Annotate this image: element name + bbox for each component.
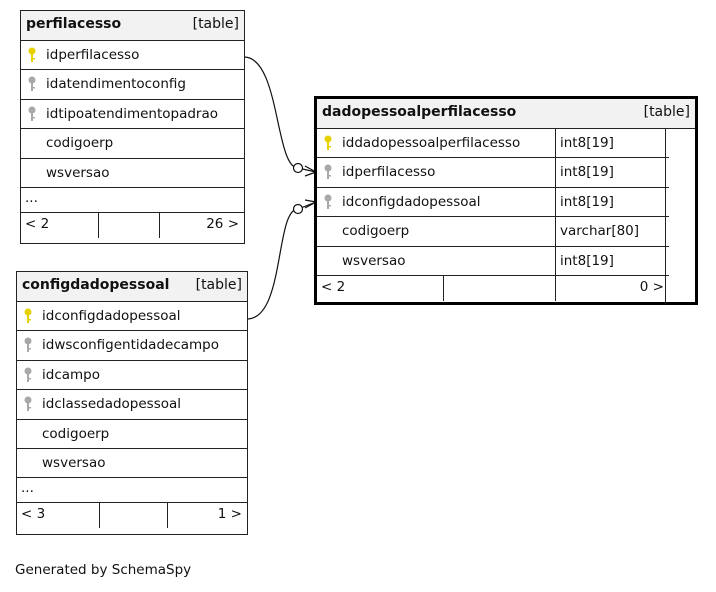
column-row[interactable] <box>17 420 247 449</box>
table-kind-label: [table] <box>192 16 239 32</box>
column-type: int8[19] <box>555 188 669 216</box>
foreign-key-icon <box>323 164 333 180</box>
footer-spacer <box>443 276 555 301</box>
more-columns-row <box>17 478 247 503</box>
foreign-key-icon <box>23 367 33 383</box>
relationship-perfilacesso-to-dadopessoalperfilacesso <box>244 57 316 172</box>
column-name[interactable]: idwsconfigentidadecampo <box>42 337 220 354</box>
column-name[interactable]: idtipoatendimentopadrao <box>46 105 218 122</box>
parents-count-cell[interactable] <box>317 276 443 301</box>
column-row[interactable] <box>317 217 669 246</box>
column-type: int8[19] <box>555 158 669 186</box>
column-row[interactable] <box>21 159 244 188</box>
foreign-key-icon <box>27 106 37 122</box>
children-count-cell[interactable] <box>159 213 244 238</box>
column-name[interactable]: idperfilacesso <box>342 164 436 181</box>
ellipsis-text: ... <box>25 189 38 206</box>
column-type: int8[19] <box>555 129 669 157</box>
primary-key-icon <box>27 47 37 63</box>
column-name[interactable]: idcampo <box>42 366 100 383</box>
table-header <box>317 99 695 129</box>
column-row[interactable] <box>21 100 244 129</box>
column-name[interactable]: iddadopessoalperfilacesso <box>342 135 521 151</box>
footer-spacer <box>99 503 167 528</box>
generated-by-note: Generated by SchemaSpy <box>15 562 192 578</box>
table-configdadopessoal[interactable] <box>16 271 248 535</box>
column-name[interactable]: codigoerp <box>46 135 114 152</box>
column-name[interactable]: idconfigdadopessoal <box>342 193 481 210</box>
foreign-key-icon <box>27 76 37 92</box>
relationship-optional-marker <box>294 164 303 173</box>
children-count-cell[interactable] <box>167 503 247 528</box>
parents-count[interactable]: < 2 <box>25 215 50 232</box>
ellipsis-text: ... <box>21 480 34 497</box>
column-name[interactable]: wsversao <box>42 454 106 471</box>
parents-count-cell[interactable] <box>17 503 99 528</box>
column-name[interactable]: idconfigdadopessoal <box>42 308 181 324</box>
table-name[interactable]: dadopessoalperfilacesso <box>322 104 517 120</box>
column-name[interactable]: idclassedadopessoal <box>42 396 182 413</box>
children-count-cell[interactable] <box>555 276 669 301</box>
column-row[interactable] <box>21 129 244 158</box>
column-row[interactable] <box>21 70 244 99</box>
column-name[interactable]: codigoerp <box>342 223 410 240</box>
parents-count[interactable]: < 2 <box>321 278 346 295</box>
foreign-key-icon <box>23 396 33 412</box>
foreign-key-icon <box>323 194 333 210</box>
column-row[interactable] <box>317 188 669 217</box>
column-row[interactable] <box>17 331 247 360</box>
table-name[interactable]: perfilacesso <box>26 16 122 32</box>
column-comments-filler <box>665 129 695 302</box>
column-type: int8[19] <box>555 247 669 275</box>
column-row[interactable] <box>17 302 247 331</box>
parents-count-cell[interactable] <box>21 213 98 238</box>
column-name[interactable]: idatendimentoconfig <box>46 76 186 93</box>
relationship-configdadopessoal-to-dadopessoalperfilacesso <box>247 202 316 319</box>
table-kind-label: [table] <box>643 104 690 120</box>
foreign-key-icon <box>23 337 33 353</box>
table-footer <box>17 503 247 528</box>
table-footer <box>21 213 244 238</box>
footer-spacer <box>98 213 159 238</box>
column-row[interactable] <box>21 41 244 70</box>
table-name[interactable]: configdadopessoal <box>22 277 170 293</box>
primary-key-icon <box>23 308 33 324</box>
table-footer <box>317 276 669 301</box>
table-header <box>17 272 247 302</box>
column-row[interactable] <box>17 361 247 390</box>
column-row[interactable] <box>17 449 247 478</box>
column-row[interactable] <box>17 390 247 419</box>
column-name[interactable]: wsversao <box>46 164 110 181</box>
column-row[interactable] <box>317 129 669 158</box>
column-row[interactable] <box>317 247 669 276</box>
children-count[interactable]: 0 > <box>639 278 664 295</box>
children-count[interactable]: 26 > <box>206 215 239 232</box>
table-kind-label: [table] <box>195 277 242 293</box>
relationship-optional-marker <box>294 205 303 214</box>
children-count[interactable]: 1 > <box>217 506 242 523</box>
more-columns-row <box>21 188 244 213</box>
column-row[interactable] <box>317 158 669 187</box>
table-dadopessoalperfilacesso[interactable] <box>314 96 698 305</box>
parents-count[interactable]: < 3 <box>21 506 46 523</box>
column-type: varchar[80] <box>555 217 669 245</box>
column-name[interactable]: codigoerp <box>42 425 110 442</box>
table-perfilacesso[interactable] <box>20 10 245 244</box>
primary-key-icon <box>323 135 333 151</box>
table-header <box>21 11 244 41</box>
column-name[interactable]: idperfilacesso <box>46 47 140 63</box>
column-name[interactable]: wsversao <box>342 252 406 269</box>
